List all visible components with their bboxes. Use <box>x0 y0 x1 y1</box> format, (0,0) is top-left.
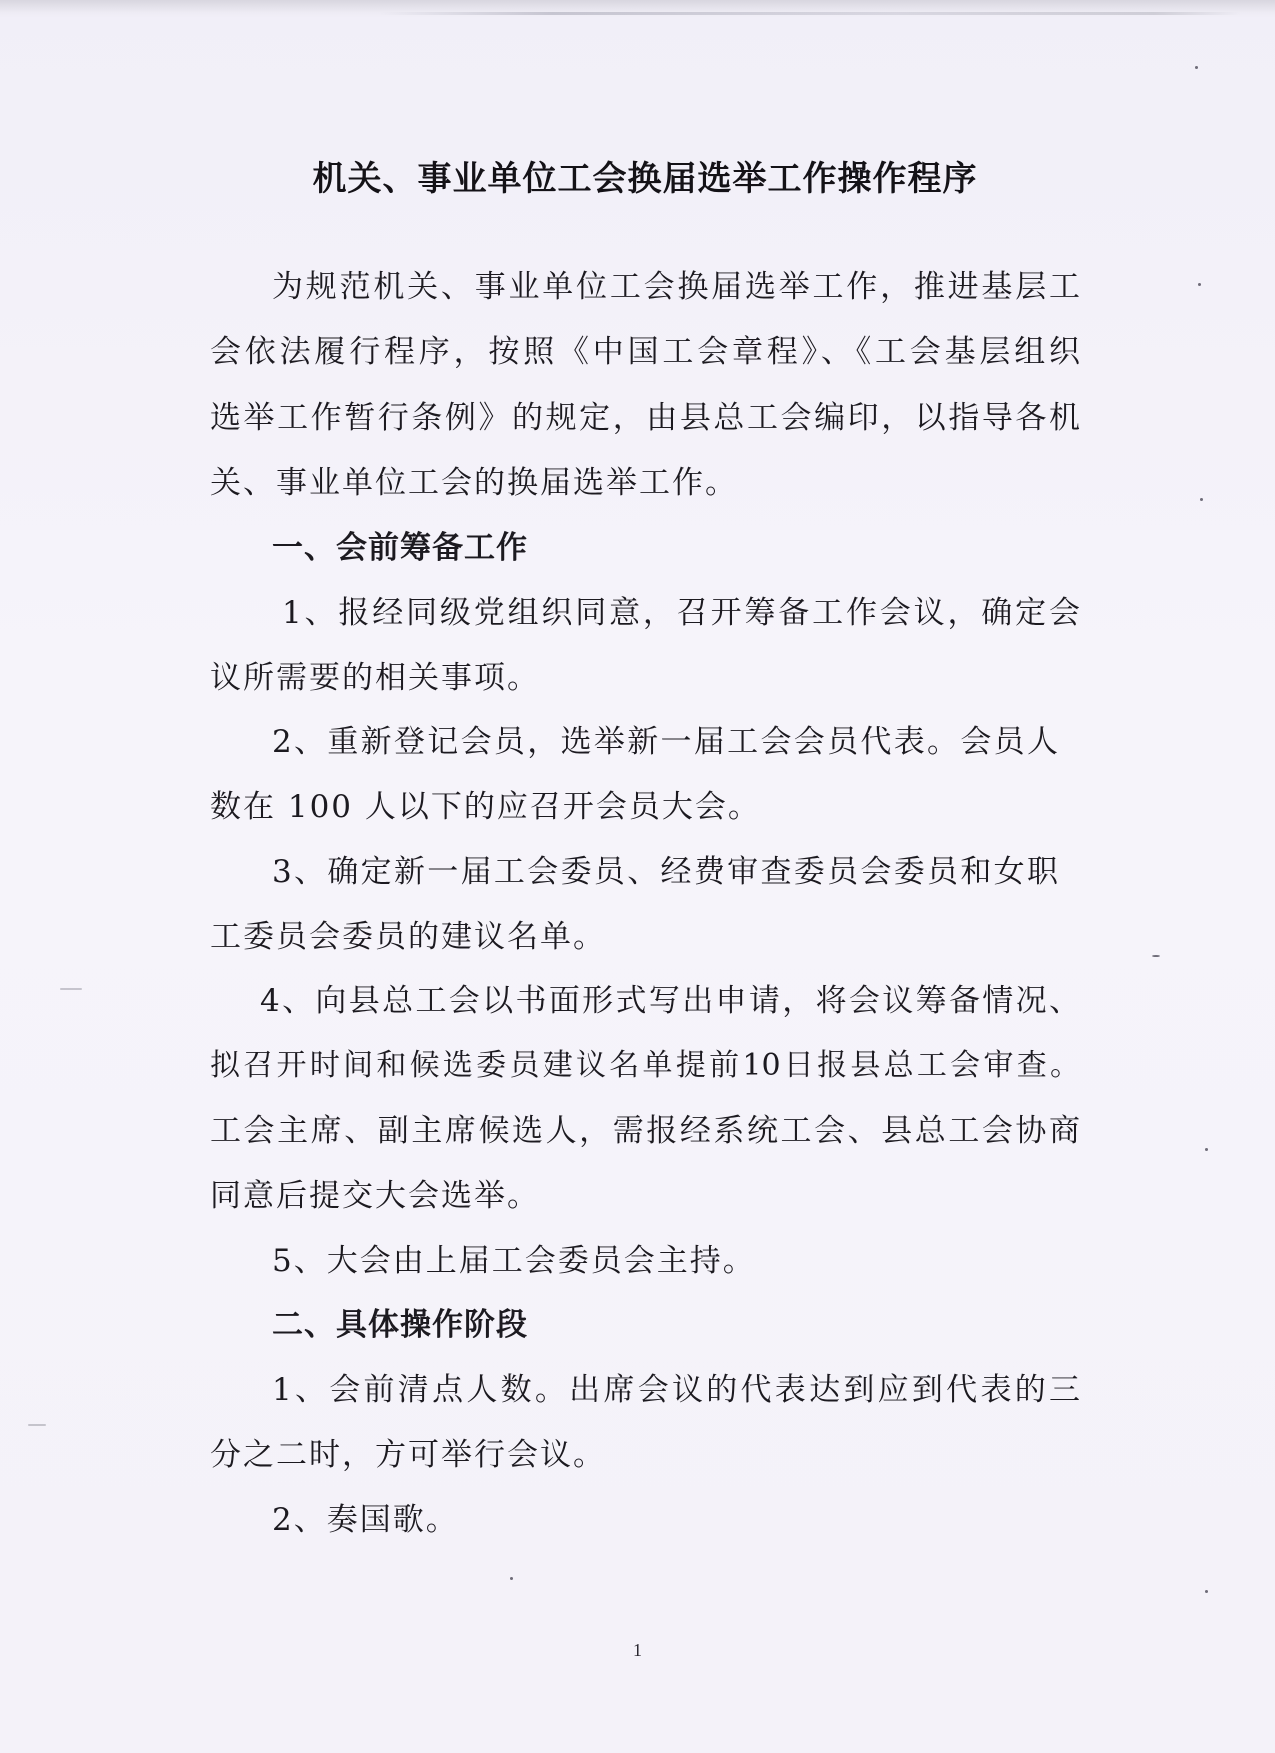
scan-speck <box>1205 1148 1208 1151</box>
section-heading: 一、会前筹备工作 <box>272 530 528 566</box>
intro-line: 选举工作暂行条例》的规定，由县总工会编印，以指导各机 <box>210 400 1080 436</box>
list-item-line: 2、重新登记会员，选举新一届工会会员代表。会员人 <box>272 724 1058 760</box>
intro-line: 关、事业单位工会的换届选举工作。 <box>210 465 738 501</box>
intro-line: 会依法履行程序，按照《中国工会章程》、《工会基层组织 <box>210 334 1080 370</box>
scan-speck <box>1152 955 1160 957</box>
scan-top-streak <box>380 12 1240 15</box>
scan-speck <box>1198 283 1201 286</box>
scan-speck <box>1200 498 1203 501</box>
list-item-line: 拟召开时间和候选委员建议名单提前10日报县总工会审查。 <box>210 1048 1080 1083</box>
section-heading: 二、具体操作阶段 <box>272 1307 528 1343</box>
list-item-line: 工会主席、副主席候选人，需报经系统工会、县总工会协商 <box>210 1113 1080 1149</box>
list-item-line: 1、会前清点人数。出席会议的代表达到应到代表的三 <box>272 1372 1080 1408</box>
list-item-line: 工委员会委员的建议名单。 <box>210 919 606 955</box>
list-item-line: 3、确定新一届工会委员、经费审查委员会委员和女职 <box>272 854 1058 890</box>
scan-speck <box>1195 66 1198 69</box>
list-item-line: 同意后提交大会选举。 <box>210 1178 540 1214</box>
document-title: 机关、事业单位工会换届选举工作操作程序 <box>312 159 978 199</box>
list-item-line: 议所需要的相关事项。 <box>210 660 540 696</box>
page-number: 1 <box>633 1640 642 1660</box>
list-item-line: 1、报经同级党组织同意，召开筹备工作会议，确定会 <box>282 595 1080 631</box>
list-item-line: 分之二时，方可举行会议。 <box>210 1437 606 1473</box>
list-item-line: 2、奏国歌。 <box>272 1502 459 1538</box>
scan-speck <box>510 1577 513 1580</box>
scan-speck <box>28 1424 46 1426</box>
list-item-line: 4、向县总工会以书面形式写出申请，将会议筹备情况、 <box>260 983 1080 1019</box>
scan-top-shadow <box>0 0 1275 18</box>
scan-speck <box>1205 1590 1208 1593</box>
intro-line: 为规范机关、事业单位工会换届选举工作，推进基层工 <box>272 269 1080 305</box>
list-item-line: 5、大会由上届工会委员会主持。 <box>272 1243 756 1279</box>
scan-speck <box>60 988 82 990</box>
list-item-line: 数在 100 人以下的应召开会员大会。 <box>210 789 761 825</box>
